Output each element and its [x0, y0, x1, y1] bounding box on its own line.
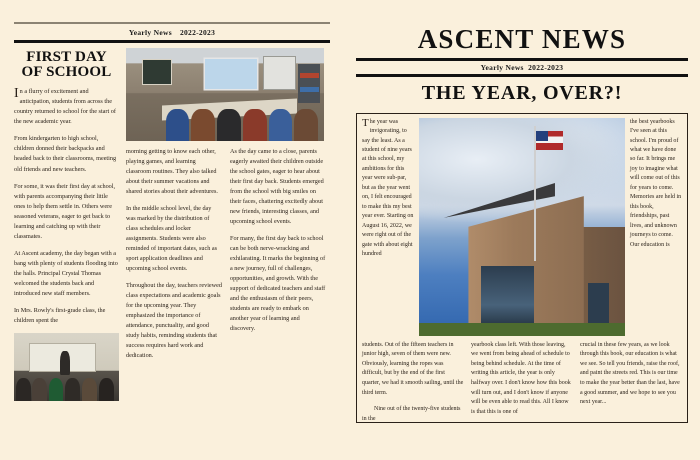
left-page	[0, 0, 340, 460]
paragraph: At Ascent academy, the day began with a bang with plenty of students flooding into the halls. Principal Crystal Thomas welcomed the students back and introduced new staff members.	[14, 249, 118, 298]
right-page	[340, 0, 700, 460]
paragraph: Nine out of the twenty-five students in the	[362, 406, 461, 422]
paragraph: crucial in these few years, as we look through this book, our education is what we see. So tell you friends, raise the roof, and paint the streets red. This is our time to make the year better than the last, have a good summer, and we hope to see you next year...	[580, 341, 680, 406]
paragraph: In the middle school level, the day was marked by the distribution of class schedules and locker assignments. Students were also reminded of important dates, such as sport application deadlines and upcoming school events.	[126, 204, 218, 273]
paragraph: yearbook class left. With those leaving, we went from being ahead of schedule to being behind schedule. At the time of writing this article, the year is only halfway over. I don't know how this book will turn out, and I don't know if anyone will be even able to read this. All I know is that this is one of	[471, 341, 571, 415]
classroom-photo	[126, 48, 324, 141]
nameplate: ASCENT NEWS	[417, 24, 627, 54]
feature-top-row	[362, 118, 682, 336]
bookshelf	[298, 64, 320, 103]
student	[243, 109, 267, 141]
student	[294, 109, 318, 141]
lead-paragraph-text: n a flurry of excitement and anticipation, students from across the country returned to school for the start of the new academic year.	[14, 88, 116, 126]
paragraph: In Mrs. Rowly's first-grade class, the children spent the	[14, 307, 106, 325]
audience-head	[32, 378, 47, 401]
feature-headline: THE YEAR, OVER?!	[421, 81, 623, 104]
assembly-photo	[14, 333, 119, 401]
left-masthead-label: Yearly News	[128, 28, 172, 37]
nameplate-rule-bottom	[356, 74, 688, 77]
feature-bottom-column-1	[362, 341, 464, 423]
left-masthead-years: 2022-2023	[179, 28, 216, 37]
student	[191, 109, 215, 141]
feature-left-column	[362, 118, 414, 336]
whiteboard	[263, 56, 297, 90]
feature-bottom-row	[362, 341, 682, 423]
drop-cap: T	[362, 116, 369, 129]
feature-lead-text: he year was invigorating, to say the least. As a student of nine years at this school, my ambitions for this year were sub-par, but as the year went on, I felt encouraged to make this my best year ever. Starting on August 16, 2022, we were right out of the gate with about eight hundred	[362, 118, 414, 258]
projector-screen	[205, 59, 256, 89]
assembly-audience	[14, 373, 119, 402]
right-masthead-line	[356, 61, 688, 74]
chalkboard	[142, 59, 172, 85]
paragraph: Throughout the day, teachers reviewed class expectations and academic goals for the upcoming year. They emphasized the importance of attendance, punctuality, and good study habits, reminding students that success requires hard work and dedication.	[126, 282, 222, 360]
paragraph: morning getting to know each other, playing games, and learning classroom routines. They also talked about their summer vacations and shared stories about their adventures.	[126, 147, 218, 195]
page-title: FIRST DAY OF SCHOOL	[21, 48, 112, 80]
paragraph: For many, the first day back to school can be both nerve-wracking and exhilarating. It marks the beginning of a new journey, full of challenges, opportunities, and growth. With the support of dedicated teachers and staff and the enthusiasm of their peers, students are ready to embark on another year of learning and discovery.	[230, 234, 326, 333]
student	[217, 109, 241, 141]
left-column-3	[230, 147, 326, 369]
feature-right-text: the best yearbooks I've seen at this school. I'm proud of what we have done so far. It brings me joy to imagine what will come out of this for years to come. Memories are held in this book, friendships, past lives, and unknown journeys to come. Our education is	[630, 118, 682, 248]
left-columns-2-3	[126, 48, 326, 448]
audience-head	[16, 378, 31, 401]
masthead-rule-top	[14, 22, 330, 24]
feature-bottom-column-2	[471, 341, 573, 423]
masthead-rule-bottom	[14, 40, 330, 43]
feature-lead-paragraph	[362, 118, 414, 260]
feature-right-column	[630, 118, 682, 336]
paragraph: students. Out of the fifteen teachers in junior high, seven of them were new. Obviously, learning the ropes was difficult, but by the end of the first quarter, we had it smooth sailing, until the third term.	[362, 341, 464, 396]
left-column-2	[126, 147, 222, 369]
building-window	[588, 283, 609, 327]
paragraph: As the day came to a close, parents eagerly awaited their children outside the school gates, eager to hear about their first day back. Students emerged from the school with big smiles on their faces, chattering excitedly about new friends, interesting classes, and upcoming school events.	[230, 147, 324, 225]
building-glass-entrance	[481, 266, 535, 331]
paragraph: For some, it was their first day at school, with parents accompanying their little ones to help them settle in. Others were seasoned veterans, eager to get back to learning and catching up with their classmates.	[14, 182, 116, 240]
lead-paragraph	[14, 87, 119, 127]
right-masthead-label: Yearly News	[480, 62, 524, 72]
drop-cap: I	[14, 86, 19, 102]
school-building-photo	[419, 118, 625, 336]
audience-head	[65, 378, 80, 401]
left-page-columns	[14, 48, 330, 448]
audience-head	[49, 378, 64, 401]
audience-head	[82, 378, 97, 401]
left-masthead	[14, 22, 330, 43]
american-flag-icon	[536, 131, 563, 151]
student	[166, 109, 190, 141]
lawn	[419, 323, 625, 336]
right-masthead-years: 2022-2023	[528, 62, 564, 72]
feature-article	[356, 113, 688, 423]
audience-head	[99, 378, 114, 401]
left-masthead-line	[14, 27, 330, 39]
paragraph: From kindergarten to high school, children donned their backpacks and headed back to their classrooms, meeting old friends and new teachers.	[14, 135, 117, 173]
feature-bottom-column-3	[580, 341, 682, 423]
student	[269, 109, 293, 141]
sky	[419, 118, 625, 223]
left-column-1	[14, 48, 119, 448]
